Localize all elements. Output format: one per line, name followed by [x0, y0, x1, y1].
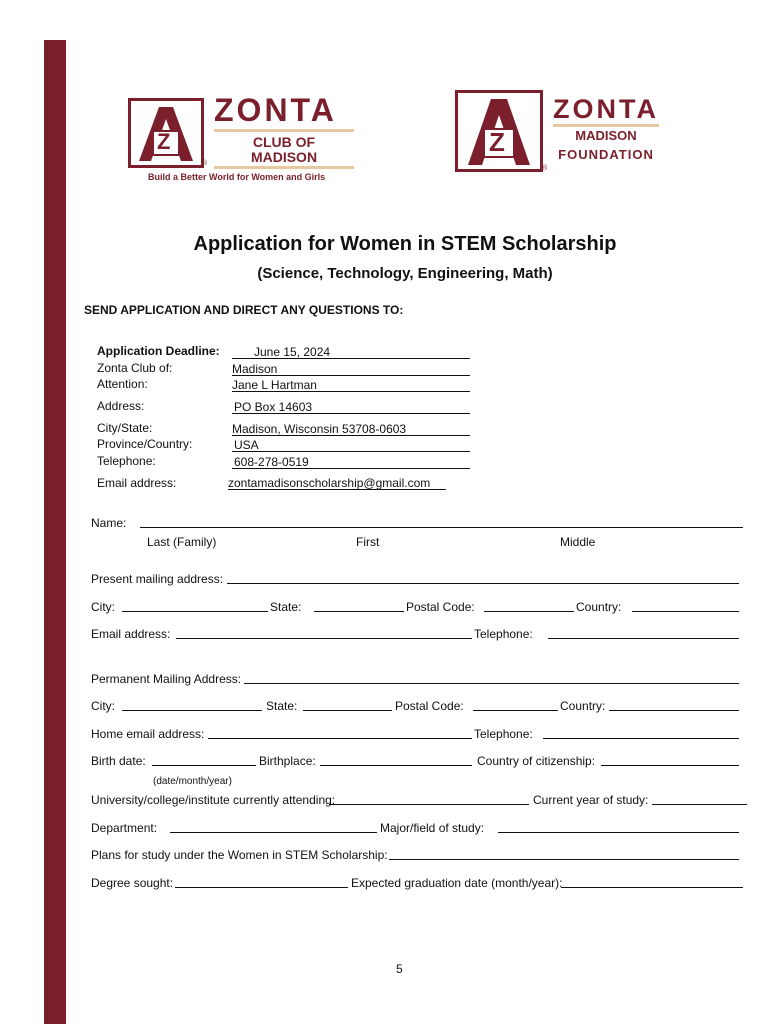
province-line — [232, 451, 470, 452]
page-sidebar-bar — [44, 40, 66, 1024]
citystate-label: City/State: — [97, 421, 153, 435]
year-of-study-label: Current year of study: — [533, 793, 649, 807]
citystate-line — [232, 435, 470, 436]
city2-field[interactable] — [122, 710, 262, 711]
middle-name-caption: Middle — [560, 535, 596, 549]
telephone-field-label: Telephone: — [474, 627, 533, 641]
postal-field[interactable] — [484, 611, 574, 612]
citizenship-label: Country of citizenship: — [477, 754, 596, 768]
university-label: University/college/institute currently attending: — [91, 793, 336, 807]
left-logo-line2: MADISON — [250, 149, 318, 165]
graduation-label: Expected graduation date (month/year): — [351, 876, 563, 890]
email-label: Email address: — [97, 476, 177, 490]
last-name-caption: Last (Family) — [147, 535, 217, 549]
email-address-field[interactable] — [176, 638, 472, 639]
club-line — [232, 375, 470, 376]
plans-label: Plans for study under the Women in STEM Scholarship: — [91, 848, 388, 862]
country-label: Country: — [576, 600, 622, 614]
right-logo-line1: MADISON — [575, 128, 637, 143]
page-number: 5 — [396, 962, 403, 976]
degree-label: Degree sought: — [91, 876, 174, 890]
telephone-line — [232, 468, 470, 469]
city-label: City: — [91, 600, 115, 614]
page-subtitle: (Science, Technology, Engineering, Math) — [257, 265, 553, 282]
citizenship-field[interactable] — [601, 765, 739, 766]
birthplace-label: Birthplace: — [259, 754, 316, 768]
degree-field[interactable] — [175, 887, 348, 888]
department-field[interactable] — [170, 832, 377, 833]
country2-field[interactable] — [609, 710, 739, 711]
foundation-emblem — [455, 90, 543, 172]
permanent-mailing-field[interactable] — [244, 683, 739, 684]
email-address-label: Email address: — [91, 627, 171, 641]
university-field[interactable] — [329, 804, 529, 805]
plans-field[interactable] — [389, 859, 739, 860]
present-mailing-label: Present mailing address: — [91, 572, 224, 586]
year-of-study-field[interactable] — [652, 804, 747, 805]
address-value: PO Box 14603 — [234, 400, 313, 414]
country2-label: Country: — [560, 699, 606, 713]
right-registered-mark: ® — [542, 165, 548, 172]
telephone2-label: Telephone: — [474, 727, 533, 741]
country-field[interactable] — [632, 611, 739, 612]
present-mailing-field[interactable] — [227, 583, 739, 584]
left-logo-line1: CLUB OF — [252, 134, 316, 150]
date-format-hint: (date/month/year) — [153, 776, 232, 787]
province-value: USA — [234, 438, 259, 452]
citystate-value: Madison, Wisconsin 53708-0603 — [232, 422, 407, 436]
name-field[interactable] — [140, 527, 743, 528]
email-value: zontamadisonscholarship@gmail.com — [228, 476, 431, 490]
zonta-emblem — [128, 98, 204, 168]
deadline-value: June 15, 2024 — [254, 345, 331, 359]
state-label: State: — [270, 600, 302, 614]
left-registered-mark: ® — [202, 160, 208, 167]
emblem-letter: Z — [157, 129, 171, 154]
right-gold-rule — [553, 124, 659, 127]
left-gold-rule-bottom — [214, 166, 354, 169]
major-label: Major/field of study: — [380, 821, 485, 835]
city2-label: City: — [91, 699, 115, 713]
left-brand-name: ZONTA — [214, 92, 337, 128]
page-title: Application for Women in STEM Scholarship — [193, 233, 617, 255]
attention-value: Jane L Hartman — [232, 378, 317, 392]
province-label: Province/Country: — [97, 437, 193, 451]
address-label: Address: — [97, 399, 145, 413]
telephone2-field[interactable] — [543, 738, 739, 739]
telephone-field[interactable] — [548, 638, 739, 639]
department-label: Department: — [91, 821, 158, 835]
postal2-field[interactable] — [473, 710, 558, 711]
home-email-label: Home email address: — [91, 727, 205, 741]
state2-field[interactable] — [303, 710, 392, 711]
birth-date-field[interactable] — [152, 765, 256, 766]
attention-line — [232, 391, 470, 392]
birth-date-label: Birth date: — [91, 754, 146, 768]
postal-label: Postal Code: — [406, 600, 475, 614]
foundation-emblem-letter: Z — [489, 127, 505, 157]
permanent-mailing-label: Permanent Mailing Address: — [91, 672, 242, 686]
birthplace-field[interactable] — [320, 765, 472, 766]
deadline-line — [232, 358, 470, 359]
left-gold-rule — [214, 129, 354, 132]
major-field[interactable] — [498, 832, 739, 833]
first-name-caption: First — [356, 535, 380, 549]
postal2-label: Postal Code: — [395, 699, 464, 713]
address-line — [232, 413, 470, 414]
right-logo-line2: FOUNDATION — [558, 147, 654, 162]
right-brand-name: ZONTA — [553, 94, 659, 124]
club-value: Madison — [232, 362, 278, 376]
graduation-field[interactable] — [561, 887, 743, 888]
state2-label: State: — [266, 699, 298, 713]
attention-label: Attention: — [97, 377, 148, 391]
city-field[interactable] — [122, 611, 268, 612]
club-label: Zonta Club of: — [97, 361, 173, 375]
deadline-label: Application Deadline: — [97, 344, 220, 358]
home-email-field[interactable] — [208, 738, 472, 739]
state-field[interactable] — [314, 611, 404, 612]
email-line — [228, 489, 446, 490]
left-logo-tagline: Build a Better World for Women and Girls — [148, 172, 326, 182]
telephone-label: Telephone: — [97, 454, 156, 468]
send-heading: SEND APPLICATION AND DIRECT ANY QUESTIONS TO: — [84, 303, 404, 317]
telephone-value: 608-278-0519 — [234, 455, 309, 469]
name-label: Name: — [91, 516, 127, 530]
